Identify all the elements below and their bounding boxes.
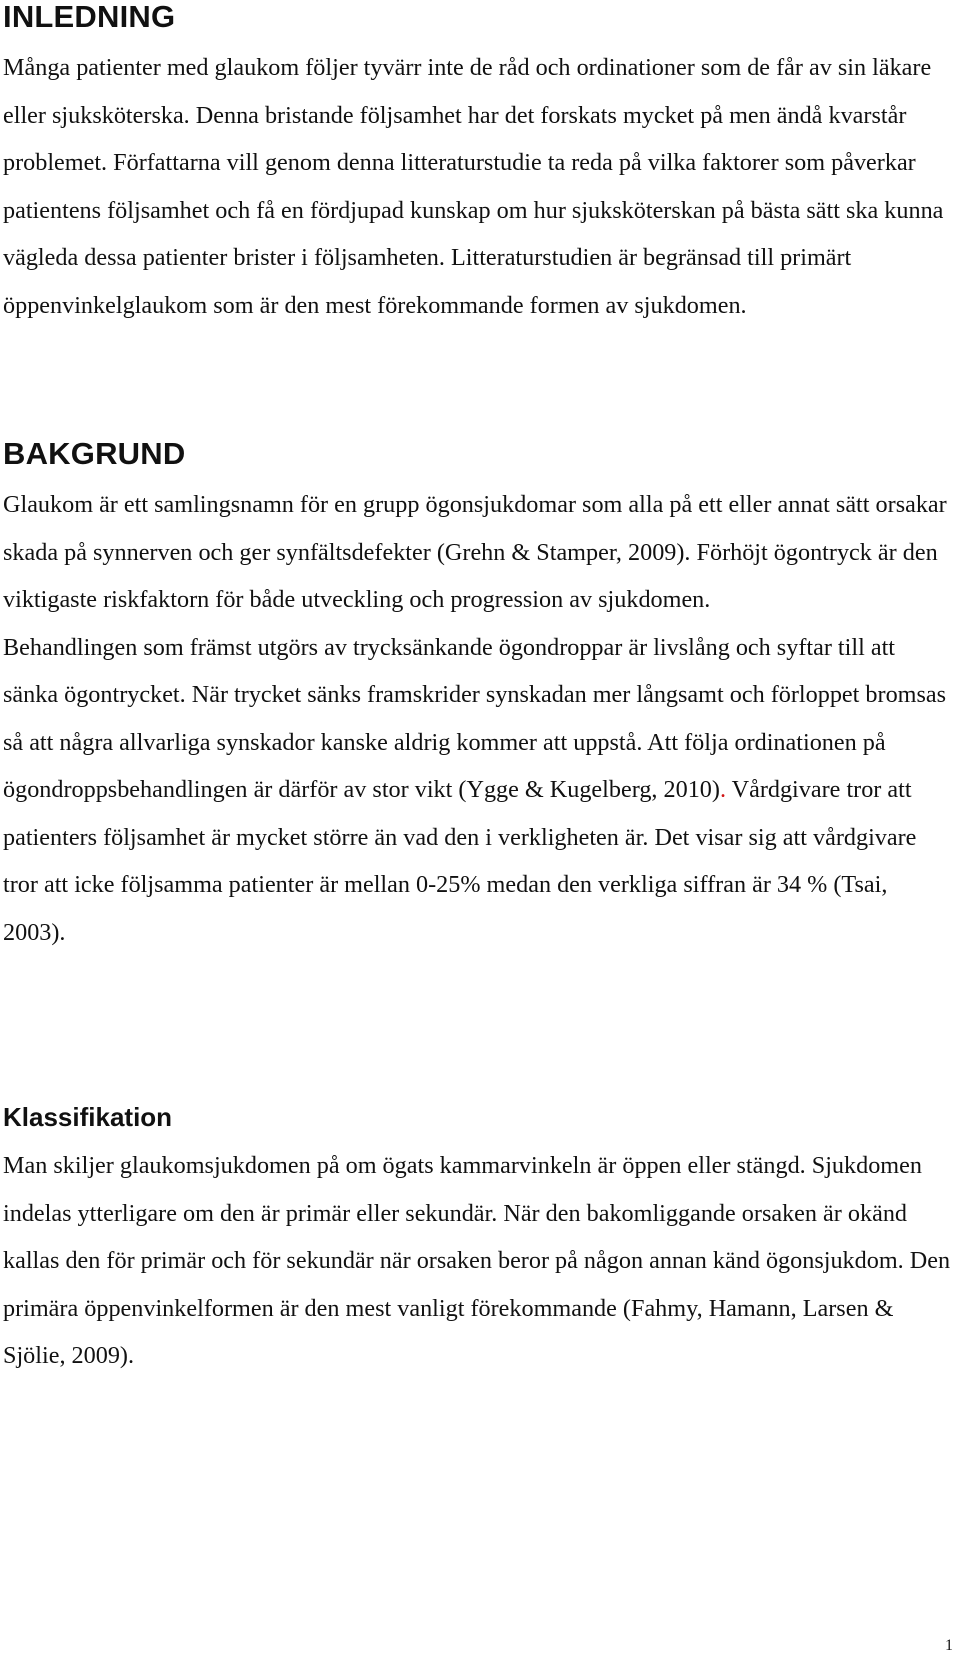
paragraph-klassifikation: Man skiljer glaukomsjukdomen på om ögats kammarvinkeln är öppen eller stängd. Sjukdomen indelas ytterligare om den är primär eller sekundär. När den bakomliggande orsaken är okänd kallas den för primär och för sekundär när orsaken beror på någon annan känd ögonsjukdom. Den primära öppenvinkelformen är den mest vanligt förekommande (Fahmy, Hamann, Larsen & Sjölie, 2009). xyxy=(3,1152,951,1369)
highlighted-period: . xyxy=(719,776,726,803)
paragraph-bakgrund-2 xyxy=(3,624,955,957)
paragraph-bakgrund-2-part-1: Behandlingen som främst utgörs av trycksänkande ögondroppar är livslång och syftar till att sänka ögontrycket. När trycket sänks framskrider synskadan mer långsamt och förloppet bromsas så att några allvarliga synskador kanske aldrig kommer att uppstå. Att följa ordinationen på ögondroppsbehandlingen är därför av stor vikt (Ygge & Kugelberg, 2010) xyxy=(3,633,947,803)
section-inledning xyxy=(3,0,955,329)
page-number: 1 xyxy=(945,1637,953,1654)
section-klassifikation xyxy=(3,1102,955,1380)
paragraph-bakgrund-1: Glaukom är ett samlingsnamn för en grupp ögonsjukdomar som alla på ett eller annat sätt orsakar skada på synnerven och ger synfältsdefekter (Grehn & Stamper, 2009). Förhöjt ögontryck är den viktigaste riskfaktorn för både utveckling och progression av sjukdomen. xyxy=(3,491,947,613)
section-bakgrund xyxy=(3,437,955,956)
paragraph-inledning: Många patienter med glaukom följer tyvärr inte de råd och ordinationer som de får av sin läkare eller sjuksköterska. Denna bristande följsamhet har det forskats mycket på men ändå kvarstår problemet. Författarna vill genom denna litteraturstudie ta reda på vilka faktorer som påverkar patientens följsamhet och få en fördjupad kunskap om hur sjuksköterskan på bästa sätt ska kunna vägleda dessa patienter brister i följsamheten. Litteraturstudien är begränsad till primärt öppenvinkelglaukom som är den mest förekommande formen av sjukdomen. xyxy=(3,54,944,319)
heading-inledning: INLEDNING xyxy=(3,0,176,34)
heading-bakgrund: BAKGRUND xyxy=(3,436,186,471)
heading-klassifikation: Klassifikation xyxy=(3,1102,173,1132)
paragraph-bakgrund-2-part-2: Vårdgivare tror att patienters följsamhet är mycket större än vad den i verkligheten är. Det visar sig att vårdgivare tror att icke följsamma patienter är mellan 0-25% medan den verkliga siffran är 34 % (Tsai, 2003). xyxy=(3,776,917,946)
